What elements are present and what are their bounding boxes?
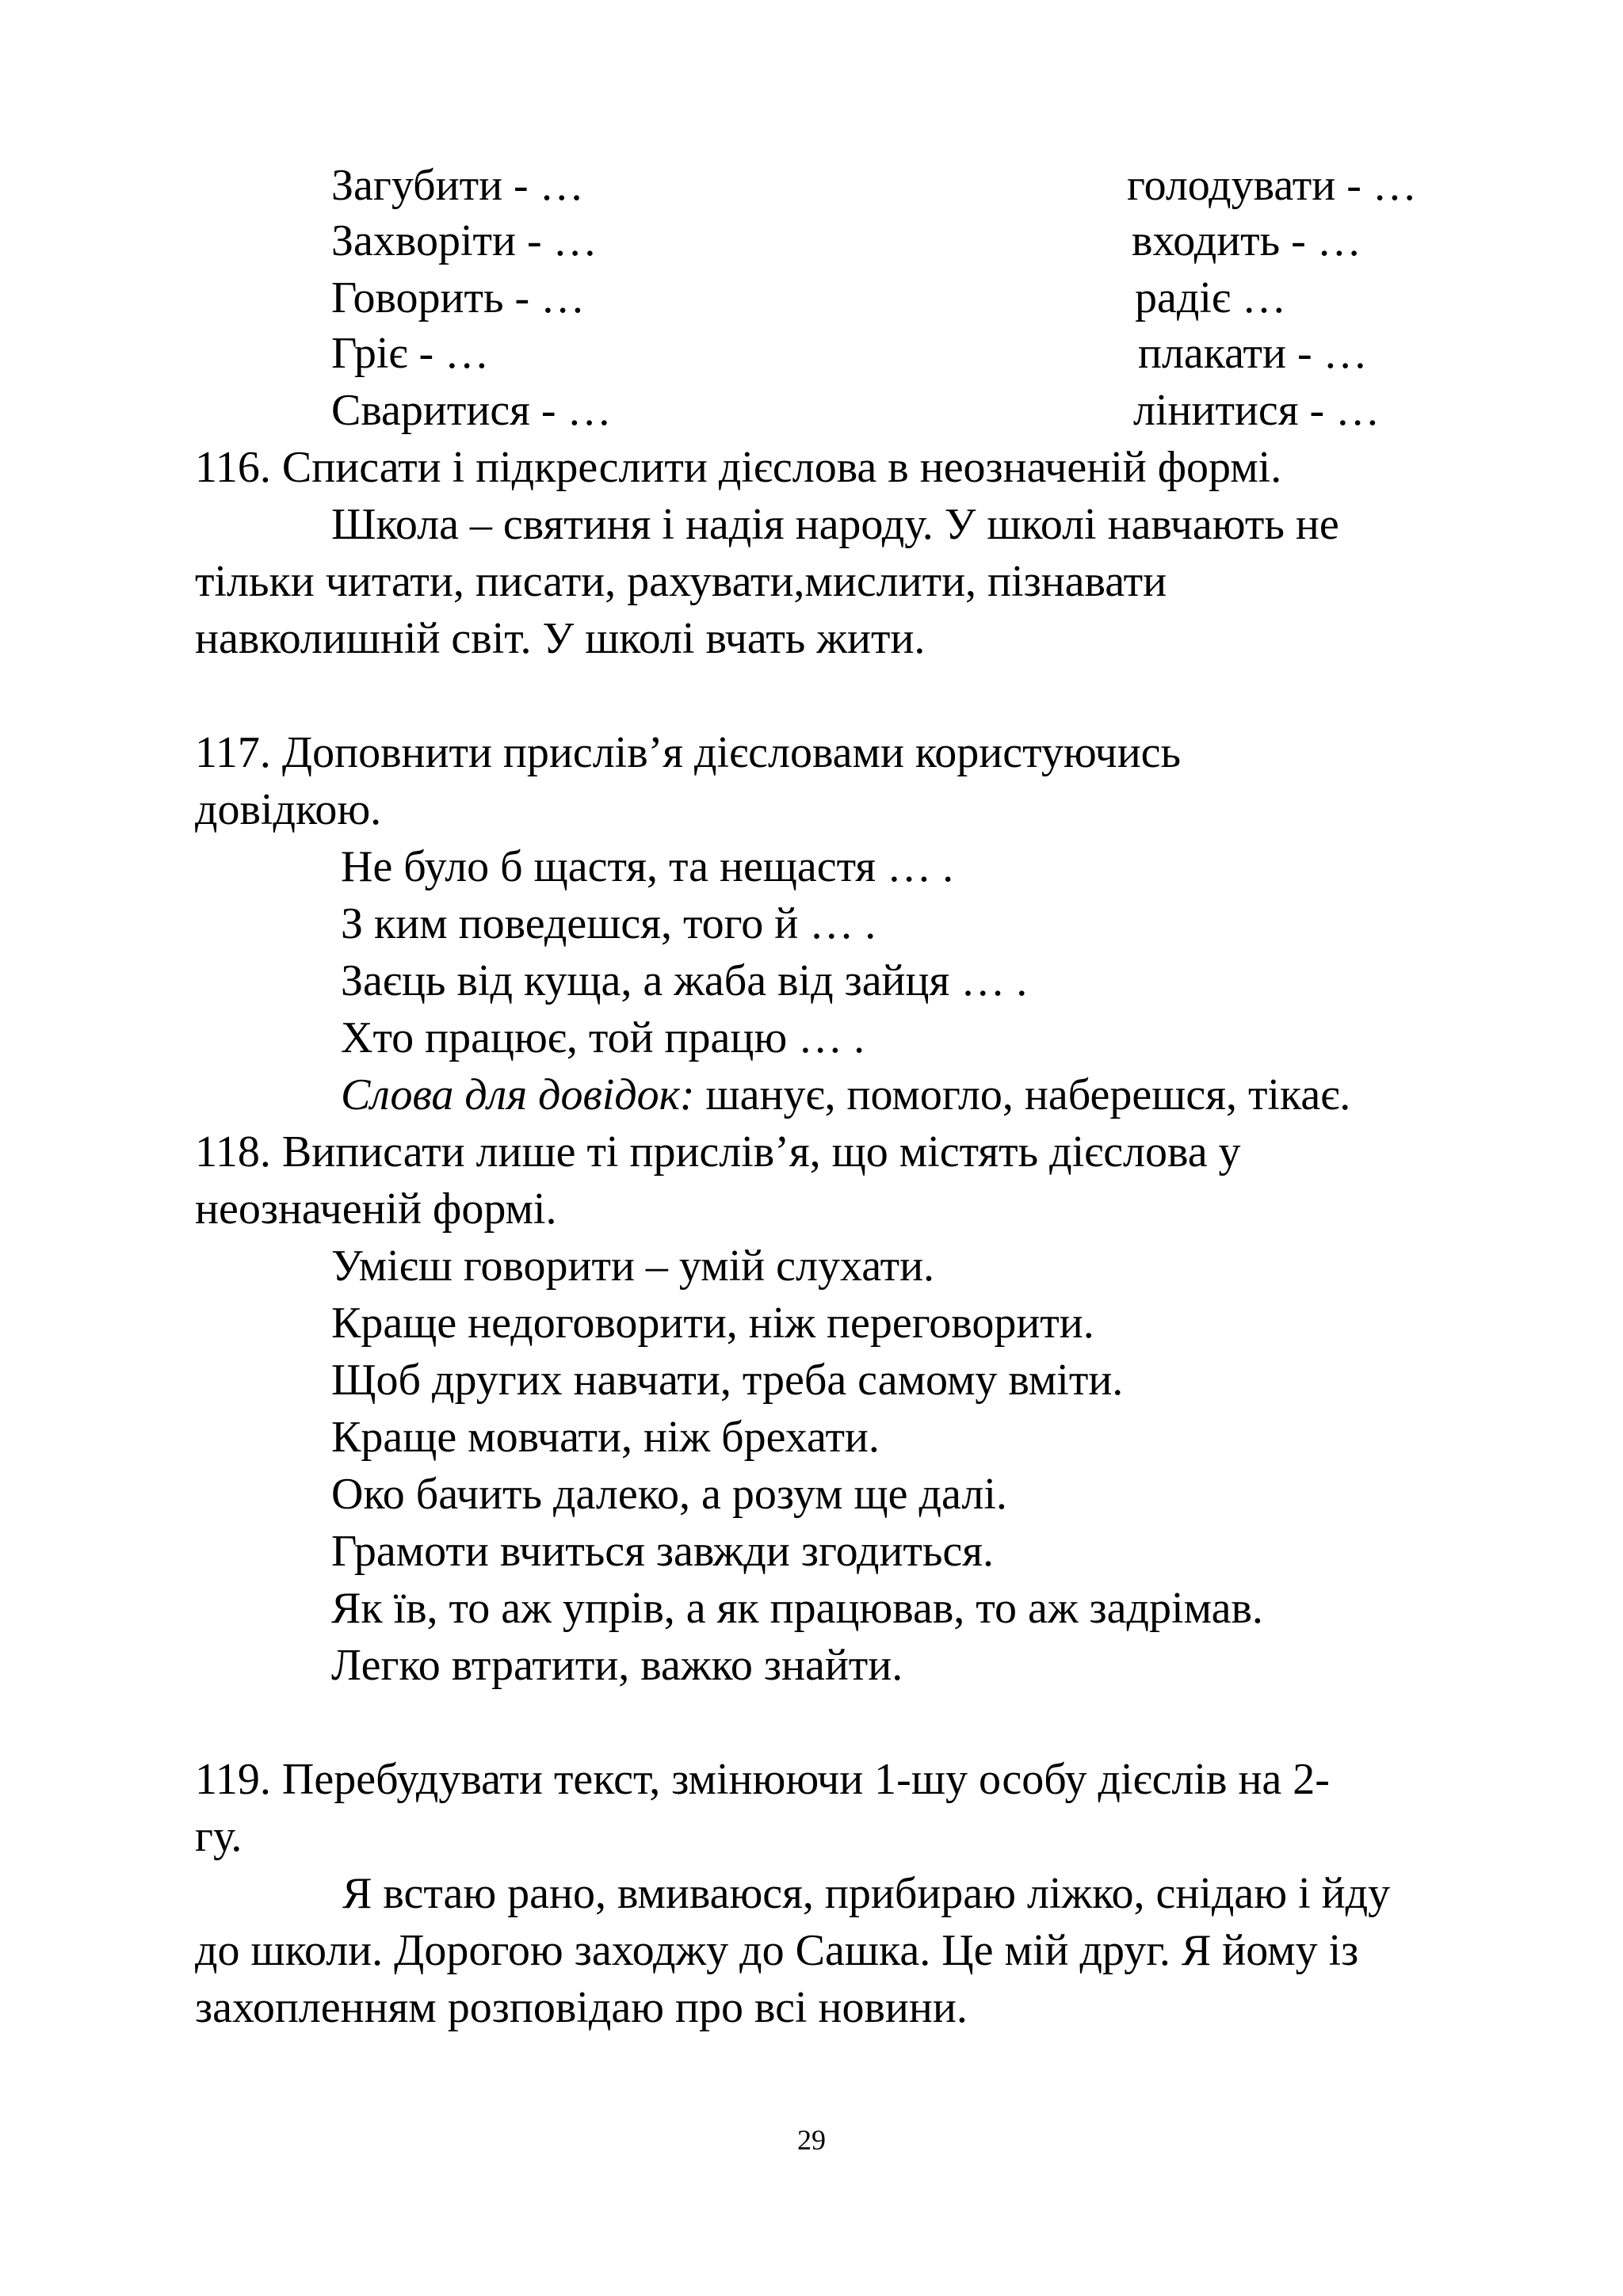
ex119-text-line-1: Я встаю рано, вмиваюся, прибираю ліжко, снідаю і йду — [342, 1869, 1391, 1918]
ex118-proverb-3: Щоб других навчати, треба самому вміти. — [331, 1356, 1124, 1405]
word-pair-left-1: Загубити - … — [331, 161, 584, 210]
word-pair-left-4: Гріє - … — [331, 329, 490, 378]
ex119-task-line-1: 119. Перебудувати текст, змінюючи 1-шу особу дієслів на 2- — [195, 1755, 1330, 1804]
word-pair-left-3: Говорить - … — [331, 273, 586, 322]
ex117-hint-words: шанує, помогло, наберешся, тікає. — [694, 1070, 1351, 1119]
ex118-proverb-6: Грамоти вчиться завжди згодиться. — [331, 1527, 995, 1576]
ex117-task-line-2: довідкою. — [195, 785, 382, 834]
word-pair-right-5: лінитися - … — [1133, 386, 1381, 435]
ex116-text-line-3: навколишній світ. У школі вчать жити. — [195, 614, 926, 663]
word-pair-left-2: Захворіти - … — [331, 216, 598, 265]
ex117-task-line-1: 117. Доповнити прислів’я дієсловами користуючись — [195, 728, 1182, 777]
ex117-proverb-1: Не було б щастя, та нещастя … . — [341, 842, 954, 891]
ex119-task-line-2: гу. — [195, 1812, 242, 1861]
ex118-proverb-5: Око бачить далеко, а розум ще далі. — [331, 1470, 1007, 1519]
page-number: 29 — [797, 2124, 826, 2156]
ex116-text-line-2: тільки читати, писати, рахувати,мислити, пізнавати — [195, 557, 1167, 606]
word-pair-right-4: плакати - … — [1138, 329, 1368, 378]
ex116-task: 116. Списати і підкреслити дієслова в неозначеній формі. — [195, 443, 1282, 492]
ex117-hint-label: Слова для довідок: — [341, 1070, 695, 1119]
ex118-proverb-2: Краще недоговорити, ніж переговорити. — [331, 1299, 1094, 1348]
ex118-task-line-1: 118. Виписати лише ті прислів’я, що містять дієслова у — [195, 1127, 1241, 1177]
word-pair-right-3: радіє … — [1135, 273, 1286, 322]
ex119-text-line-3: захопленням розповідаю про всі новини. — [195, 1983, 968, 2032]
ex118-task-line-2: неозначеній формі. — [195, 1184, 557, 1234]
ex117-proverb-4: Хто працює, той працю … . — [341, 1013, 865, 1062]
ex119-text-line-2: до школи. Дорогою заходжу до Сашка. Це мій друг. Я йому із — [195, 1926, 1359, 1975]
ex117-proverb-2: З ким поведешся, того й … . — [341, 899, 876, 948]
ex118-proverb-1: Умієш говорити – умій слухати. — [331, 1241, 935, 1291]
ex118-proverb-4: Краще мовчати, ніж брехати. — [331, 1413, 880, 1462]
ex118-proverb-7: Як їв, то аж упрів, а як працював, то аж задрімав. — [331, 1584, 1263, 1633]
ex116-text-line-1: Школа – святиня і надія народу. У школі навчають не — [331, 500, 1339, 549]
ex118-proverb-8: Легко втратити, важко знайти. — [331, 1641, 903, 1690]
ex117-hint — [341, 1070, 1351, 1119]
word-pair-right-2: входить - … — [1132, 216, 1361, 265]
word-pair-right-1: голодувати - … — [1127, 161, 1417, 210]
ex117-proverb-3: Заєць від куща, а жаба від зайця … . — [341, 956, 1028, 1005]
word-pair-left-5: Сваритися - … — [331, 386, 612, 435]
